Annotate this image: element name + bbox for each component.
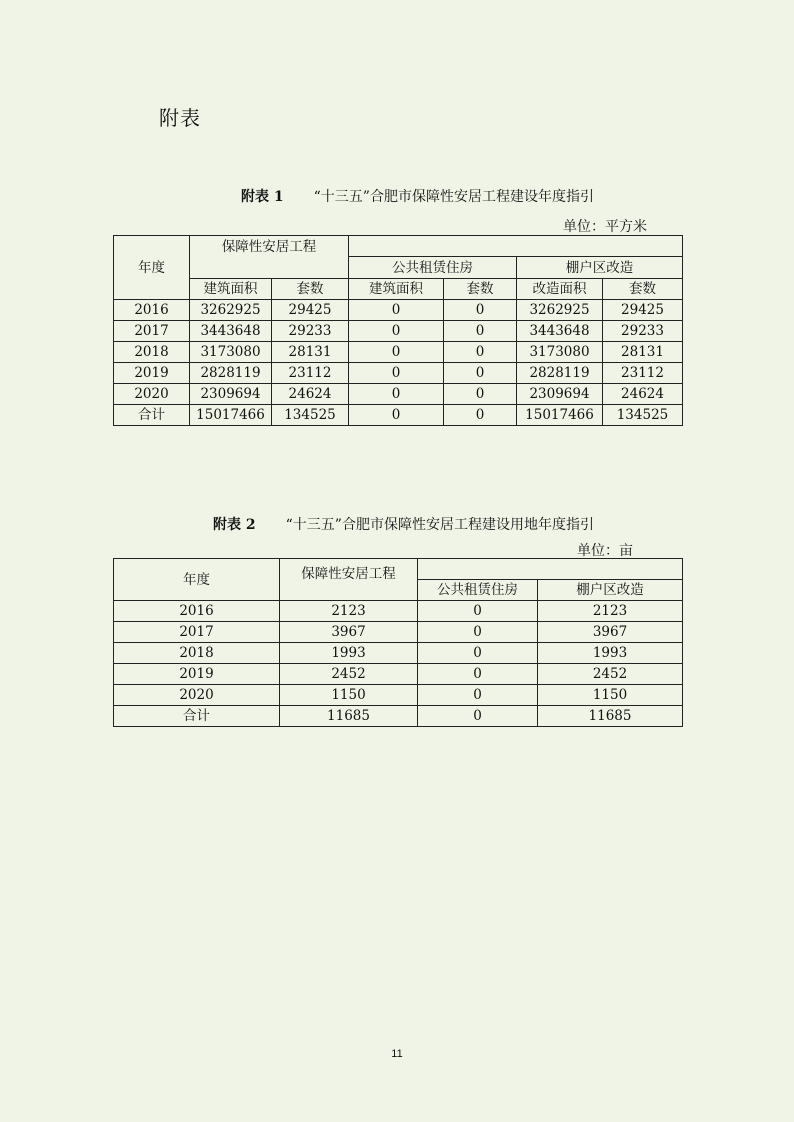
table1-sub-header: 建筑面积 [190, 279, 272, 300]
row-year-cell: 2016 [114, 601, 280, 622]
row-year-cell: 2017 [114, 321, 190, 342]
table-row [114, 405, 683, 426]
table1-sub-header: 套数 [272, 279, 349, 300]
table1-label: 附表 1 [241, 189, 284, 205]
table1-caption [241, 186, 594, 206]
table-cell: 15017466 [190, 405, 272, 426]
table2-header-blank [418, 559, 683, 580]
table2-header-main: 保障性安居工程 [280, 559, 418, 601]
table1-unit: 单位：平方米 [563, 219, 647, 235]
row-year-cell: 合计 [114, 405, 190, 426]
table-cell: 2309694 [517, 384, 603, 405]
row-year-cell: 2019 [114, 664, 280, 685]
table-cell: 24624 [603, 384, 683, 405]
table-cell: 2123 [538, 601, 683, 622]
table2-header-public: 公共租赁住房 [418, 580, 538, 601]
table1-sub-header: 套数 [444, 279, 517, 300]
table-cell: 1993 [280, 643, 418, 664]
table-cell: 2309694 [190, 384, 272, 405]
table-cell: 3262925 [190, 300, 272, 321]
table1-title: “十三五”合肥市保障性安居工程建设年度指引 [313, 189, 594, 205]
table-cell: 0 [349, 405, 444, 426]
table1-sub-header: 套数 [603, 279, 683, 300]
table-cell: 3967 [280, 622, 418, 643]
table-cell: 29425 [272, 300, 349, 321]
table2 [113, 558, 683, 727]
row-year-cell: 2019 [114, 363, 190, 384]
row-year-cell: 2016 [114, 300, 190, 321]
table-cell: 0 [444, 405, 517, 426]
table-cell: 3173080 [190, 342, 272, 363]
table2-title: “十三五”合肥市保障性安居工程建设用地年度指引 [285, 517, 594, 533]
table-cell: 11685 [280, 706, 418, 727]
table-cell: 3443648 [517, 321, 603, 342]
table-cell: 134525 [603, 405, 683, 426]
table-cell: 3262925 [517, 300, 603, 321]
table1-body [114, 236, 683, 426]
table-cell: 3443648 [190, 321, 272, 342]
table2-header-year: 年度 [114, 559, 280, 601]
table-cell: 29233 [603, 321, 683, 342]
table-cell: 0 [444, 342, 517, 363]
table2-caption [213, 514, 594, 534]
table-cell: 15017466 [517, 405, 603, 426]
table-row [114, 664, 683, 685]
row-year-cell: 2020 [114, 384, 190, 405]
table-cell: 1993 [538, 643, 683, 664]
page-number: 11 [391, 1048, 403, 1060]
table-cell: 3173080 [517, 342, 603, 363]
table-cell: 0 [444, 384, 517, 405]
table2-body [114, 559, 683, 727]
table-cell: 0 [418, 601, 538, 622]
row-year-cell: 合计 [114, 706, 280, 727]
table-row [114, 685, 683, 706]
table-cell: 0 [418, 685, 538, 706]
table-cell: 0 [349, 342, 444, 363]
table1-header-year: 年度 [114, 236, 190, 300]
table-row [114, 363, 683, 384]
table-row [114, 622, 683, 643]
table2-label: 附表 2 [213, 517, 256, 533]
table1-header-public: 公共租赁住房 [349, 257, 517, 279]
table-cell: 0 [349, 363, 444, 384]
table-cell: 3967 [538, 622, 683, 643]
table-cell: 2828119 [190, 363, 272, 384]
table-cell: 0 [444, 321, 517, 342]
table1-sub-header: 改造面积 [517, 279, 603, 300]
page-heading: 附表 [159, 106, 201, 130]
table2-header-shanty: 棚户区改造 [538, 580, 683, 601]
table-cell: 2828119 [517, 363, 603, 384]
table-cell: 1150 [280, 685, 418, 706]
table-row [114, 601, 683, 622]
table-row [114, 706, 683, 727]
table-cell: 2123 [280, 601, 418, 622]
table-row [114, 321, 683, 342]
table-cell: 29233 [272, 321, 349, 342]
table-cell: 0 [418, 664, 538, 685]
row-year-cell: 2018 [114, 643, 280, 664]
table-cell: 134525 [272, 405, 349, 426]
row-year-cell: 2020 [114, 685, 280, 706]
table-cell: 0 [444, 300, 517, 321]
row-year-cell: 2018 [114, 342, 190, 363]
table-cell: 0 [349, 384, 444, 405]
table-cell: 2452 [538, 664, 683, 685]
table-cell: 2452 [280, 664, 418, 685]
table-cell: 28131 [603, 342, 683, 363]
table-cell: 0 [418, 643, 538, 664]
table-cell: 0 [418, 706, 538, 727]
table-row [114, 384, 683, 405]
table-cell: 23112 [603, 363, 683, 384]
table1-sub-header: 建筑面积 [349, 279, 444, 300]
table-cell: 23112 [272, 363, 349, 384]
table2-unit: 单位：亩 [577, 543, 633, 559]
table-cell: 29425 [603, 300, 683, 321]
table-cell: 0 [444, 363, 517, 384]
table-cell: 28131 [272, 342, 349, 363]
table-cell: 1150 [538, 685, 683, 706]
table-cell: 0 [349, 321, 444, 342]
table-row [114, 342, 683, 363]
table-cell: 0 [349, 300, 444, 321]
table1-header-shanty: 棚户区改造 [517, 257, 683, 279]
table1-header-blank [349, 236, 683, 257]
table-row [114, 643, 683, 664]
table1-header-main: 保障性安居工程 [190, 236, 349, 279]
table-row [114, 300, 683, 321]
row-year-cell: 2017 [114, 622, 280, 643]
table-cell: 24624 [272, 384, 349, 405]
table-cell: 0 [418, 622, 538, 643]
table1 [113, 235, 683, 426]
table-cell: 11685 [538, 706, 683, 727]
